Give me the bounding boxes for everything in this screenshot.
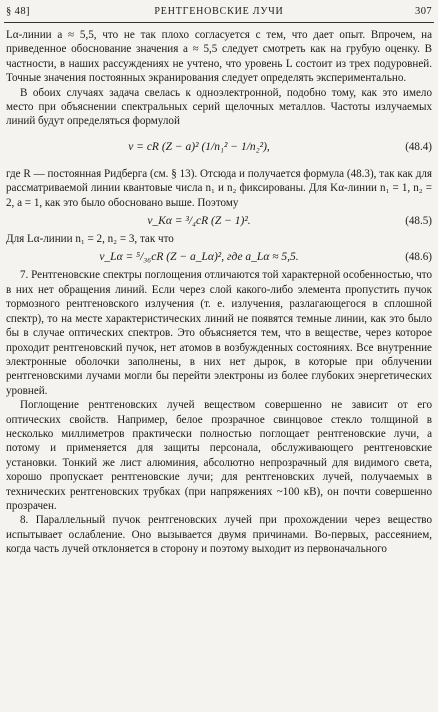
chapter-title: РЕНТГЕНОВСКИЕ ЛУЧИ <box>154 6 284 17</box>
section-number: § 48] <box>6 6 30 17</box>
paragraph-4: Для Lα-линии n₁ = 2, n₂ = 3, так что <box>6 233 174 246</box>
equation-48-6-formula: ν_Lα = ⁵/₃₆cR (Z − a_Lα)², где a_Lα ≈ 5,5. <box>99 251 299 264</box>
header-rule <box>4 22 434 23</box>
equation-48-4-formula: ν = cR (Z − a)² (1/n₁² − 1/n₂²), <box>128 140 270 153</box>
equation-48-4 <box>6 132 432 164</box>
equation-48-5-number: (48.5) <box>405 215 432 228</box>
equation-48-4-number: (48.4) <box>405 140 432 153</box>
page-body <box>6 28 432 557</box>
paragraph-5: 7. Рентгеновские спектры поглощения отличаются той характерной особенностью, что в них нет обращения линий. Если через слой какого-либо элемента пропустить пучок тормозного рентгеновского излучения (т. е. излучения, разлагающегося в сплошной спектр), то на месте характеристических линий не появятся темные линии, как это было бы в случае оптических спектров. Это объясняется тем, что в веществе, через которое проходит рентгеновский пучок, нет атомов в возбужденных состояниях. Все внутренние электронные оболочки заполнены, в них нет дырок, в которые при облучении рентгеновскими лучами могли бы перейти электроны из более глубоких энергетических уровней. <box>6 269 432 397</box>
running-header <box>6 6 432 22</box>
paragraph-1: Lα-линии a ≈ 5,5, что не так плохо согласуется с тем, что дает опыт. Впрочем, на приведенное обоснование значения a ≈ 5,5 следует смотреть как на грубую оценку. В частности, в наших рассуждениях не учтено, что уровень L состоит из трех подуровней. Точные значения постоянных экранирования следует определять экспериментально. <box>6 29 432 85</box>
page-number: 307 <box>415 6 432 17</box>
equation-48-6-number: (48.6) <box>405 251 432 264</box>
equation-48-5 <box>6 211 432 231</box>
paragraph-3: где R — постоянная Ридберга (см. § 13). Отсюда и получается формула (48.3), так как для рассматриваемой линии квантовые числа n₁ и n₂ фиксированы. Для Kα-линии n₁ = 1, n₂ = 2, a = 1, как это было обосновано выше. Поэтому <box>6 167 432 209</box>
equation-48-6 <box>6 247 432 267</box>
equation-48-5-formula: ν_Kα = ³/₄cR (Z − 1)². <box>147 215 251 228</box>
paragraph-7: 8. Параллельный пучок рентгеновских лучей при прохождении через вещество испытывает ослабление. Оно вызывается двумя причинами. Во-первых, рассеянием, когда часть лучей отклоняется в сторону и поэтому выходит из первоначального <box>6 514 432 556</box>
paragraph-2: В обоих случаях задача свелась к одноэлектронной, подобно тому, как это имело место при объяснении спектральных серий щелочных металлов. Частоты излучаемых линий будут определяться формулой <box>6 86 432 128</box>
paragraph-6: Поглощение рентгеновских лучей веществом совершенно не зависит от его оптических свойств. Например, белое прозрачное свинцовое стекло толщиной в несколько миллиметров практически полностью поглощает рентгеновские лучи, а потому и применяется для защиты персонала, обслуживающего рентгеновские установки. Тонкий же лист алюминия, абсолютно непрозрачный для видимого света, хорошо пропускает рентгеновские лучи; для рентгеновских лучей, получаемых в технических рентгеновских трубках (при напряжениях ~100 кВ), он почти совершенно прозрачен. <box>6 399 432 512</box>
